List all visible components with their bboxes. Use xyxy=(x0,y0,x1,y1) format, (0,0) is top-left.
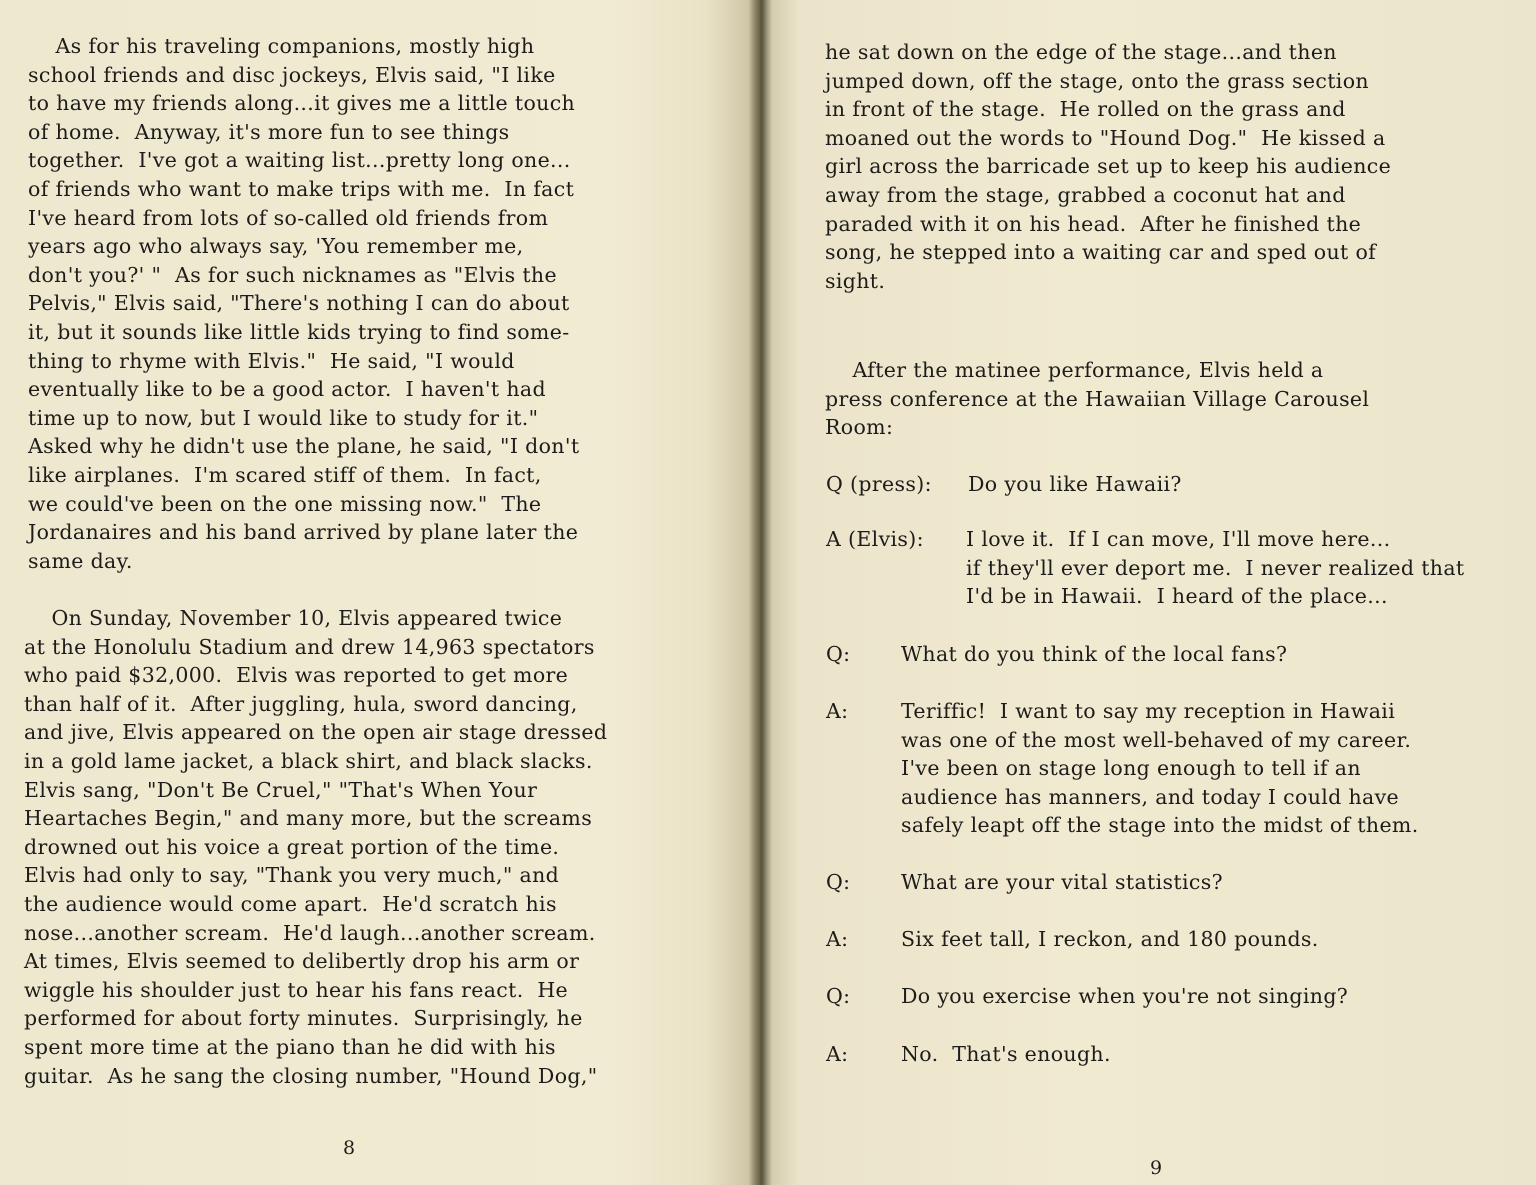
qa-text: Do you like Hawaii? xyxy=(968,472,1182,496)
qa-text: I love it. If I can move, I'll move here... if they'll ever deport me. I never realized that I'd be in Hawaii. I heard of the place... xyxy=(966,527,1465,609)
qa-label: A: xyxy=(826,927,849,951)
qa-label: Q: xyxy=(826,870,851,894)
page-number-left: 8 xyxy=(343,1137,356,1159)
left-page xyxy=(0,0,760,1185)
qa-item xyxy=(826,470,1516,499)
qa-text: Teriffic! I want to say my reception in Hawaii was one of the most well-behaved of my career. I've been on stage long enough to tell if an audience has manners, and today I could have safely leapt off the stage into the midst of them. xyxy=(901,699,1419,838)
qa-item xyxy=(826,1040,1516,1069)
qa-label: Q: xyxy=(826,642,851,666)
qa-text: No. That's enough. xyxy=(901,1042,1111,1066)
right-paragraph-2: After the matinee performance, Elvis held a press conference at the Hawaiian Village Carousel Room: xyxy=(825,358,1370,440)
qa-label: A: xyxy=(826,699,849,723)
left-paragraph-1: As for his traveling companions, mostly high school friends and disc jockeys, Elvis said, "I like to have my friends along...it gives me a little touch of home. Anyway, it's more fun to see things together. I've got a waiting list...pretty long one... of friends who want to make trips with me. In fact I've heard from lots of so-called old friends from years ago who always say, 'You remember me, don't you?' " As for such nicknames as "Elvis the Pelvis," Elvis said, "There's nothing I can do about it, but it sounds like little kids trying to find some- thing to rhyme with Elvis." He said, "I would eventually like to be a good actor. I haven't had time up to now, but I would like to study for it." Asked why he didn't use the plane, he said, "I don't like airplanes. I'm scared stiff of them. In fact, we could've been on the one missing now." The Jordanaires and his band arrived by plane later the same day. xyxy=(28,34,580,573)
qa-text: What are your vital statistics? xyxy=(901,870,1223,894)
qa-label: A (Elvis): xyxy=(826,527,924,551)
qa-label: Q (press): xyxy=(826,472,932,496)
qa-text: Six feet tall, I reckon, and 180 pounds. xyxy=(901,927,1319,951)
qa-item xyxy=(826,982,1516,1011)
qa-label: A: xyxy=(826,1042,849,1066)
qa-text: Do you exercise when you're not singing? xyxy=(901,984,1349,1008)
qa-text: What do you think of the local fans? xyxy=(901,642,1288,666)
qa-label: Q: xyxy=(826,984,851,1008)
left-paragraph-2: On Sunday, November 10, Elvis appeared twice at the Honolulu Stadium and drew 14,963 spectators who paid $32,000. Elvis was reported to get more than half of it. After juggling, hula, sword dancing, and jive, Elvis appeared on the open air stage dressed in a gold lame jacket, a black shirt, and black slacks. Elvis sang, "Don't Be Cruel," "That's When Your Heartaches Begin," and many more, but the screams drowned out his voice a great portion of the time. Elvis had only to say, "Thank you very much," and the audience would come apart. He'd scratch his nose...another scream. He'd laugh...another scream. At times, Elvis seemed to delibertly drop his arm or wiggle his shoulder just to hear his fans react. He performed for about forty minutes. Surprisingly, he spent more time at the piano than he did with his guitar. As he sang the closing number, "Hound Dog," xyxy=(24,606,608,1088)
right-page xyxy=(768,0,1536,1185)
page-number-right: 9 xyxy=(1150,1157,1163,1179)
qa-item xyxy=(826,925,1516,954)
right-paragraph-1: he sat down on the edge of the stage...and then jumped down, off the stage, onto the grass section in front of the stage. He rolled on the grass and moaned out the words to "Hound Dog." He kissed a girl across the barricade set up to keep his audience away from the stage, grabbed a coconut hat and paraded with it on his head. After he finished the song, he stepped into a waiting car and sped out of sight. xyxy=(825,40,1392,293)
qa-item xyxy=(826,868,1516,897)
qa-item xyxy=(826,525,1516,611)
qa-item xyxy=(826,640,1516,669)
qa-item xyxy=(826,697,1516,840)
